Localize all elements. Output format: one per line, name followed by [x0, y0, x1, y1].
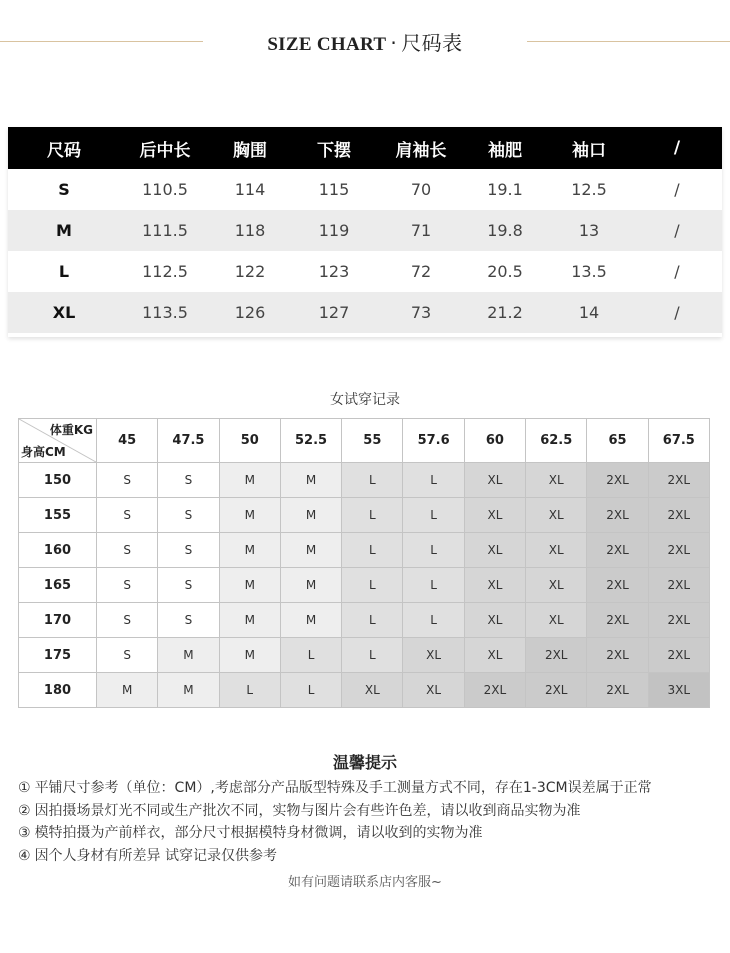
tip-number: ③ — [18, 825, 31, 841]
tryon-row — [19, 463, 710, 498]
page-title-cn: 尺码表 — [401, 31, 463, 55]
tip-item — [18, 800, 581, 820]
size-col-header: 后中长 — [120, 127, 210, 169]
size-value-cell: 123 — [318, 262, 350, 281]
recommended-size-cell: S — [97, 463, 158, 498]
size-row — [8, 251, 722, 292]
recommended-size-cell: M — [97, 673, 158, 708]
recommended-size-cell: 2XL — [587, 568, 648, 603]
recommended-size-cell: S — [97, 533, 158, 568]
tryon-title: 女试穿记录 — [330, 392, 400, 408]
recommended-size-cell: L — [342, 463, 403, 498]
size-row — [8, 292, 722, 333]
weight-col-header: 52.5 — [280, 419, 341, 463]
recommended-size-cell: 3XL — [648, 673, 709, 708]
size-value-cell: 115 — [318, 180, 350, 199]
recommended-size-cell: 2XL — [648, 603, 709, 638]
tryon-row — [19, 673, 710, 708]
recommended-size-cell: L — [342, 568, 403, 603]
recommended-size-cell: 2XL — [648, 533, 709, 568]
size-chart-table — [8, 127, 722, 333]
height-axis-label: 身高CM — [21, 445, 66, 459]
size-value-cell: 119 — [290, 210, 378, 251]
recommended-size-cell: M — [219, 498, 280, 533]
weight-col-header: 67.5 — [648, 419, 709, 463]
weight-col-header: 65 — [587, 419, 648, 463]
recommended-size-cell: L — [280, 673, 341, 708]
recommended-size-cell: L — [403, 568, 464, 603]
size-value-cell: 14 — [546, 292, 632, 333]
tips-title: 温馨提示 — [332, 753, 397, 772]
recommended-size-cell: XL — [464, 533, 525, 568]
size-value-cell: / — [674, 262, 680, 281]
recommended-size-cell: XL — [526, 498, 587, 533]
recommended-size-cell: XL — [526, 533, 587, 568]
recommended-size-cell: XL — [342, 673, 403, 708]
weight-col-header: 47.5 — [158, 419, 219, 463]
weight-axis-label: 体重KG — [49, 423, 93, 437]
tip-number: ① — [18, 780, 31, 796]
size-value-cell: 118 — [210, 210, 290, 251]
recommended-size-cell: XL — [526, 568, 587, 603]
size-col-header: / — [632, 127, 722, 169]
recommended-size-cell: 2XL — [648, 638, 709, 673]
recommended-size-cell: M — [219, 603, 280, 638]
recommended-size-cell: S — [97, 638, 158, 673]
tryon-header-row — [19, 419, 710, 463]
recommended-size-cell: M — [219, 463, 280, 498]
tip-text: 平铺尺寸参考（单位：CM）,考虑部分产品版型特殊及手工测量方式不同，存在1-3CM误差属于正常 — [34, 780, 652, 796]
size-value-cell: 113.5 — [120, 292, 210, 333]
height-row-header: 155 — [19, 498, 97, 533]
recommended-size-cell: 2XL — [587, 638, 648, 673]
size-label-cell: S — [58, 180, 70, 199]
recommended-size-cell: L — [403, 533, 464, 568]
tryon-row — [19, 568, 710, 603]
size-value-cell: 127 — [290, 292, 378, 333]
contact-note: 如有问题请联系店内客服~ — [288, 875, 442, 890]
recommended-size-cell: M — [219, 568, 280, 603]
recommended-size-cell: S — [158, 463, 219, 498]
tryon-row — [19, 498, 710, 533]
height-row-header: 160 — [19, 533, 97, 568]
tip-item — [18, 845, 277, 865]
weight-col-header: 45 — [97, 419, 158, 463]
height-row-header: 170 — [19, 603, 97, 638]
recommended-size-cell: XL — [464, 463, 525, 498]
tip-text: 因个人身材有所差异 试穿记录仅供参考 — [34, 848, 278, 864]
recommended-size-cell: M — [219, 638, 280, 673]
size-chart-header-row — [8, 127, 722, 169]
size-value-cell: 12.5 — [571, 180, 607, 199]
size-col-header: 尺码 — [8, 127, 120, 169]
size-row — [8, 210, 722, 251]
recommended-size-cell: S — [97, 603, 158, 638]
recommended-size-cell: M — [219, 533, 280, 568]
size-label-cell: M — [8, 210, 120, 251]
recommended-size-cell: 2XL — [587, 498, 648, 533]
recommended-size-cell: 2XL — [648, 463, 709, 498]
recommended-size-cell: 2XL — [526, 638, 587, 673]
size-value-cell: 111.5 — [120, 210, 210, 251]
recommended-size-cell: XL — [526, 603, 587, 638]
recommended-size-cell: 2XL — [587, 533, 648, 568]
weight-col-header: 62.5 — [526, 419, 587, 463]
size-value-cell: 72 — [410, 262, 432, 281]
recommended-size-cell: S — [158, 603, 219, 638]
height-row-header: 150 — [19, 463, 97, 498]
tip-number: ② — [18, 803, 31, 819]
size-label-cell: XL — [8, 292, 120, 333]
size-value-cell: / — [674, 180, 680, 199]
recommended-size-cell: XL — [403, 638, 464, 673]
weight-col-header: 57.6 — [403, 419, 464, 463]
recommended-size-cell: 2XL — [526, 673, 587, 708]
size-value-cell: 20.5 — [487, 262, 523, 281]
height-row-header: 175 — [19, 638, 97, 673]
recommended-size-cell: XL — [464, 603, 525, 638]
recommended-size-cell: L — [342, 603, 403, 638]
recommended-size-cell: M — [280, 568, 341, 603]
size-value-cell: 126 — [210, 292, 290, 333]
size-value-cell: 71 — [378, 210, 464, 251]
recommended-size-cell: XL — [526, 463, 587, 498]
page-title-separator: · — [390, 31, 398, 55]
weight-col-header: 50 — [219, 419, 280, 463]
recommended-size-cell: 2XL — [648, 498, 709, 533]
recommended-size-cell: S — [158, 498, 219, 533]
size-value-cell: 19.8 — [464, 210, 546, 251]
recommended-size-cell: L — [403, 603, 464, 638]
header-divider-right — [527, 41, 730, 42]
size-value-cell: 13.5 — [571, 262, 607, 281]
recommended-size-cell: M — [280, 603, 341, 638]
recommended-size-cell: L — [280, 638, 341, 673]
recommended-size-cell: L — [342, 498, 403, 533]
height-row-header: 165 — [19, 568, 97, 603]
tryon-row — [19, 638, 710, 673]
size-value-cell: 13 — [546, 210, 632, 251]
recommended-size-cell: S — [158, 533, 219, 568]
size-col-header: 下摆 — [290, 127, 378, 169]
size-value-cell: 114 — [234, 180, 266, 199]
recommended-size-cell: L — [342, 533, 403, 568]
size-value-cell: 21.2 — [464, 292, 546, 333]
tip-text: 因拍摄场景灯光不同或生产批次不同，实物与图片会有些许色差，请以收到商品实物为准 — [34, 803, 581, 819]
size-col-header: 胸围 — [210, 127, 290, 169]
recommended-size-cell: M — [280, 463, 341, 498]
recommended-size-cell: L — [219, 673, 280, 708]
size-row — [8, 169, 722, 210]
recommended-size-cell: S — [97, 498, 158, 533]
size-value-cell: 70 — [410, 180, 432, 199]
size-value-cell: / — [632, 210, 722, 251]
recommended-size-cell: 2XL — [587, 603, 648, 638]
size-value-cell: 73 — [378, 292, 464, 333]
height-row-header: 180 — [19, 673, 97, 708]
size-value-cell: 19.1 — [487, 180, 523, 199]
recommended-size-cell: M — [158, 638, 219, 673]
tip-item — [18, 822, 483, 842]
recommended-size-cell: M — [158, 673, 219, 708]
recommended-size-cell: XL — [464, 568, 525, 603]
recommended-size-cell: 2XL — [648, 568, 709, 603]
recommended-size-cell: 2XL — [587, 673, 648, 708]
tryon-row — [19, 603, 710, 638]
size-value-cell: / — [632, 292, 722, 333]
tryon-row — [19, 533, 710, 568]
tip-number: ④ — [18, 848, 31, 864]
recommended-size-cell: 2XL — [464, 673, 525, 708]
tryon-corner-cell — [19, 419, 97, 463]
weight-col-header: 55 — [342, 419, 403, 463]
recommended-size-cell: L — [403, 463, 464, 498]
weight-col-header: 60 — [464, 419, 525, 463]
recommended-size-cell: L — [342, 638, 403, 673]
size-label-cell: L — [58, 262, 70, 281]
tip-item — [18, 777, 652, 797]
size-value-cell: 110.5 — [142, 180, 188, 199]
recommended-size-cell: 2XL — [587, 463, 648, 498]
tryon-body — [19, 463, 710, 708]
recommended-size-cell: M — [280, 533, 341, 568]
recommended-size-cell: S — [158, 568, 219, 603]
size-value-cell: 122 — [234, 262, 266, 281]
size-col-header: 袖口 — [546, 127, 632, 169]
size-col-header: 袖肥 — [464, 127, 546, 169]
page-title-en: SIZE CHART — [267, 34, 387, 55]
tryon-table — [18, 418, 710, 708]
recommended-size-cell: XL — [464, 638, 525, 673]
tip-text: 模特拍摄为产前样衣，部分尺寸根据模特身材微调，请以收到的实物为准 — [34, 825, 483, 841]
size-col-header: 肩袖长 — [378, 127, 464, 169]
recommended-size-cell: XL — [464, 498, 525, 533]
recommended-size-cell: M — [280, 498, 341, 533]
recommended-size-cell: XL — [403, 673, 464, 708]
recommended-size-cell: S — [97, 568, 158, 603]
size-value-cell: 112.5 — [142, 262, 188, 281]
size-chart-body — [8, 169, 722, 333]
recommended-size-cell: L — [403, 498, 464, 533]
